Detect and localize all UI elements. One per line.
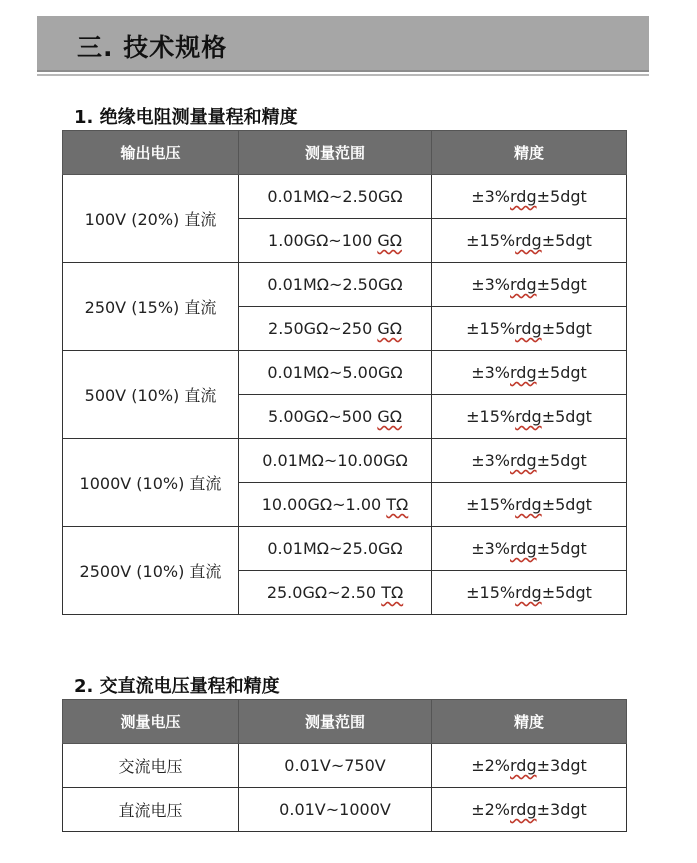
accuracy-digits: ±5dgt [536,275,587,294]
table-header-row [63,131,627,175]
accuracy-cell [432,219,627,263]
accuracy-percent: ±15% [466,231,516,250]
range-cell [239,263,432,307]
accuracy-percent: ±15% [466,583,516,602]
output-voltage-cell: 2500V (10%) 直流 [63,527,239,615]
accuracy-cell [432,351,627,395]
col-header-accuracy: 精度 [432,700,627,744]
accuracy-unit: rdg [510,451,537,470]
accuracy-percent: ±3% [471,451,510,470]
range-cell [239,527,432,571]
voltage-spec-table [62,699,627,832]
accuracy-unit: rdg [510,363,537,382]
measure-voltage-cell: 直流电压 [63,788,239,832]
accuracy-cell [432,483,627,527]
accuracy-percent: ±3% [471,187,510,206]
accuracy-digits: ±5dgt [536,451,587,470]
range-text: 0.01MΩ~2.50GΩ [267,275,403,294]
range-cell [239,571,432,615]
section-banner [37,16,649,72]
range-unit-text: GΩ [377,319,402,338]
accuracy-cell [432,439,627,483]
page-title: 三. 技术规格 [77,33,228,62]
col-header-accuracy: 精度 [432,131,627,175]
accuracy-unit: rdg [515,407,542,426]
accuracy-cell [432,571,627,615]
accuracy-cell [432,307,627,351]
accuracy-digits: ±3dgt [536,800,587,819]
table-header-row [63,700,627,744]
accuracy-cell [432,175,627,219]
accuracy-percent: ±2% [471,756,510,775]
range-cell [239,219,432,263]
accuracy-percent: ±3% [471,363,510,382]
output-voltage-cell: 250V (15%) 直流 [63,263,239,351]
table-row [63,527,627,571]
table-row [63,744,627,788]
accuracy-cell [432,263,627,307]
table-row [63,351,627,395]
section-title-voltage: 2. 交直流电压量程和精度 [74,676,280,697]
accuracy-unit: rdg [515,319,542,338]
range-text: 1.00GΩ~100 [268,231,378,250]
accuracy-unit: rdg [510,756,537,775]
range-cell [239,483,432,527]
range-cell [239,439,432,483]
range-cell: 0.01V~750V [239,744,432,788]
accuracy-unit: rdg [515,231,542,250]
accuracy-percent: ±15% [466,407,516,426]
accuracy-percent: ±3% [471,539,510,558]
range-text: 0.01MΩ~2.50GΩ [267,187,403,206]
col-header-output-voltage: 输出电压 [63,131,239,175]
insulation-spec-table [62,130,627,615]
range-text: 10.00GΩ~1.00 [261,495,387,514]
accuracy-cell [432,527,627,571]
accuracy-digits: ±5dgt [536,187,587,206]
accuracy-unit: rdg [510,800,537,819]
range-text: 2.50GΩ~250 [268,319,378,338]
accuracy-digits: ±5dgt [536,363,587,382]
accuracy-unit: rdg [510,187,537,206]
table-row [63,439,627,483]
range-unit-text: GΩ [377,407,402,426]
range-text: 0.01MΩ~25.0GΩ [267,539,403,558]
accuracy-digits: ±3dgt [536,756,587,775]
range-cell [239,351,432,395]
table-row [63,788,627,832]
output-voltage-cell: 100V (20%) 直流 [63,175,239,263]
accuracy-digits: ±5dgt [541,231,592,250]
range-cell: 0.01V~1000V [239,788,432,832]
accuracy-digits: ±5dgt [541,407,592,426]
accuracy-percent: ±3% [471,275,510,294]
accuracy-unit: rdg [515,583,542,602]
accuracy-unit: rdg [510,539,537,558]
range-text: 0.01MΩ~5.00GΩ [267,363,403,382]
range-cell [239,175,432,219]
accuracy-unit: rdg [510,275,537,294]
banner-divider [37,74,649,76]
accuracy-unit: rdg [515,495,542,514]
range-text: 5.00GΩ~500 [268,407,378,426]
col-header-measure-voltage: 测量电压 [63,700,239,744]
range-text: 0.01MΩ~10.00GΩ [262,451,408,470]
measure-voltage-cell: 交流电压 [63,744,239,788]
table-row [63,263,627,307]
range-unit-text: GΩ [377,231,402,250]
accuracy-digits: ±5dgt [536,539,587,558]
accuracy-percent: ±15% [466,495,516,514]
table-row [63,175,627,219]
accuracy-digits: ±5dgt [541,583,592,602]
range-unit-text: TΩ [386,495,409,514]
range-cell [239,307,432,351]
section-title-insulation: 1. 绝缘电阻测量量程和精度 [74,107,298,128]
range-unit-text: TΩ [381,583,404,602]
accuracy-cell [432,395,627,439]
output-voltage-cell: 1000V (10%) 直流 [63,439,239,527]
accuracy-digits: ±5dgt [541,319,592,338]
accuracy-digits: ±5dgt [541,495,592,514]
col-header-range: 测量范围 [239,131,432,175]
accuracy-cell [432,744,627,788]
accuracy-percent: ±15% [466,319,516,338]
range-cell [239,395,432,439]
output-voltage-cell: 500V (10%) 直流 [63,351,239,439]
range-text: 25.0GΩ~2.50 [266,583,382,602]
accuracy-cell [432,788,627,832]
col-header-range: 测量范围 [239,700,432,744]
accuracy-percent: ±2% [471,800,510,819]
